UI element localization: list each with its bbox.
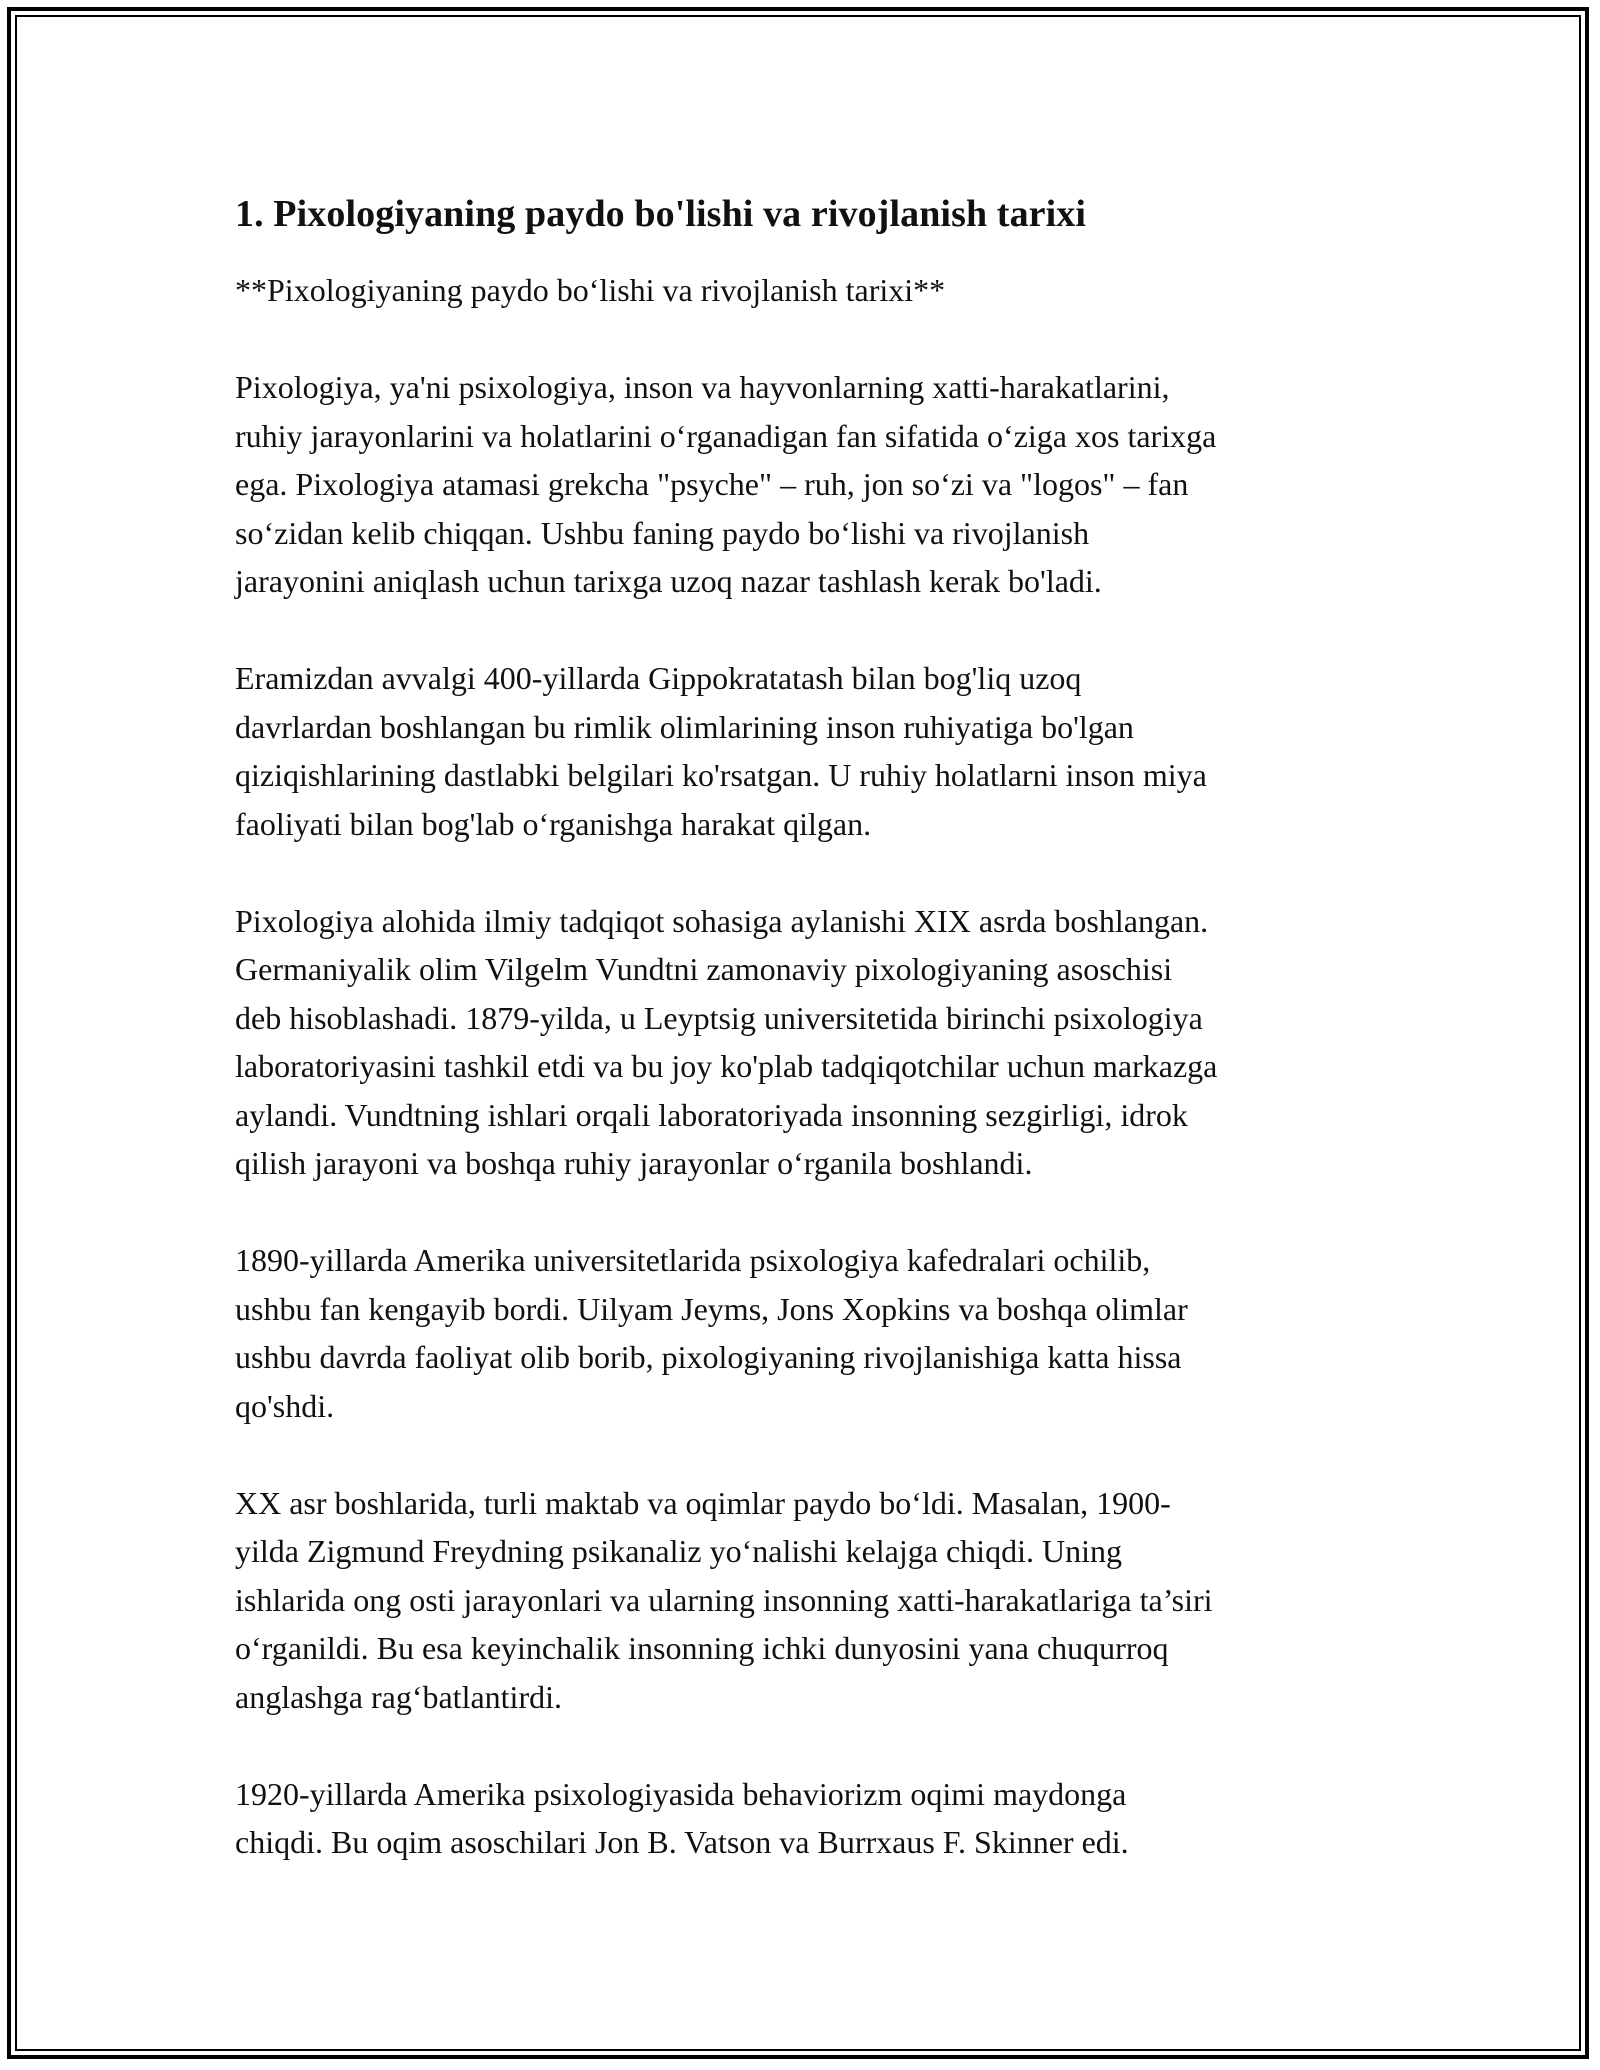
document-subtitle: **Pixologiyaning paydo bo‘lishi va rivojlanish tarixi** xyxy=(235,272,946,308)
paragraph-ancient: Eramizdan avvalgi 400-yillarda Gippokratatash bilan bog'liq uzoq davrlardan boshlangan bu rimlik olimlarining inson ruhiyatiga bo'lgan qiziqishlarining dastlabki belgilari ko'rsatgan. U ruhiy holatlarni inson miya faoliyati bilan bog'lab o‘rganishga harakat qilgan. xyxy=(235,660,1207,842)
document-title: 1. Pixologiyaning paydo bo'lishi va rivojlanish tarixi xyxy=(235,193,1087,235)
paragraph-america: 1890-yillarda Amerika universitetlarida psixologiya kafedralari ochilib, ushbu fan kengayib bordi. Uilyam Jeyms, Jons Xopkins va boshqa olimlar ushbu davrda faoliyat olib borib, pixologiyaning rivojlanishiga katta hissa qo'shdi. xyxy=(235,1242,1188,1424)
paragraph-wundt: Pixologiya alohida ilmiy tadqiqot sohasiga aylanishi XIX asrda boshlangan. Germaniyalik olim Vilgelm Vundtni zamonaviy pixologiyaning asoschisi deb hisoblashadi. 1879-yilda, u Leyptsig universitetida birinchi psixologiya laboratoriyasini tashkil etdi va bu joy ko'plab tadqiqotchilar uchun markazga aylandi. Vundtning ishlari orqali laboratoriyada insonning sezgirligi, idrok qilish jarayoni va boshqa ruhiy jarayonlar o‘rganila boshlandi. xyxy=(235,902,1218,1181)
paragraph-freud: XX asr boshlarida, turli maktab va oqimlar paydo bo‘ldi. Masalan, 1900- yilda Zigmund Freydning psikanaliz yo‘nalishi kelajga chiqdi. Uning ishlarida ong osti jarayonlari va ularning insonning xatti-harakatlariga ta’siri o‘rganildi. Bu esa keyinchalik insonning ichki dunyosini yana chuqurroq anglashga rag‘batlantirdi. xyxy=(235,1484,1213,1715)
paragraph-intro: Pixologiya, ya'ni psixologiya, inson va hayvonlarning xatti-harakatlarini, ruhiy jarayonlarini va holatlarini o‘rganadigan fan sifatida o‘ziga xos tarixga ega. Pixologiya atamasi grekcha "psyche" – ruh, jon so‘zi va "logos" – fan so‘zidan kelib chiqqan. Ushbu faning paydo bo‘lishi va rivojlanish jarayonini aniqlash uchun tarixga uzoq nazar tashlash kerak bo'ladi. xyxy=(235,369,1217,599)
paragraph-behaviorism: 1920-yillarda Amerika psixologiyasida behaviorizm oqimi maydonga chiqdi. Bu oqim asoschilari Jon B. Vatson va Burrxaus F. Skinner edi. xyxy=(235,1775,1129,1860)
document-body xyxy=(235,188,1365,1915)
